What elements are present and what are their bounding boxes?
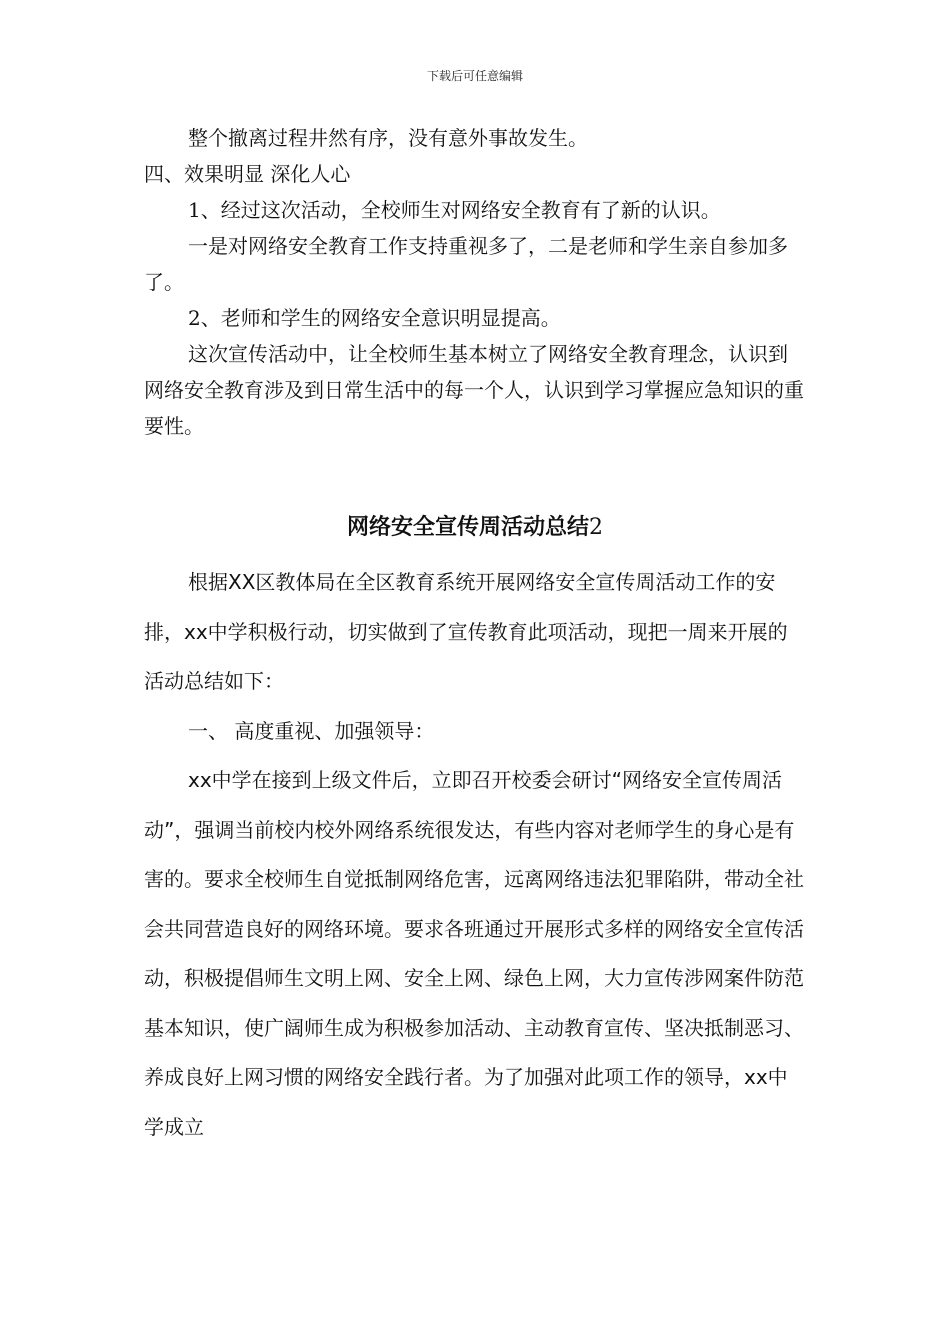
paragraph: 一是对网络安全教育工作支持重视多了，二是老师和学生亲自参加多了。 (144, 234, 788, 294)
paragraph: 根据XX区教体局在全区教育系统开展网络安全宣传周活动工作的安排，xx中学积极行动，切实做到了宣传教育此项活动，现把一周来开展的活动总结如下： (144, 570, 788, 693)
header-note: 下载后可任意编辑 (426, 69, 523, 83)
paragraph: 这次宣传活动中，让全校师生基本树立了网络安全教育理念，认识到网络安全教育涉及到日常生活中的每一个人，认识到学习掌握应急知识的重要性。 (144, 342, 804, 438)
paragraph: 2、老师和学生的网络安全意识明显提高。 (188, 306, 561, 330)
document-title-text: 网络安全宣传周活动总结 (346, 515, 589, 540)
paragraph: 1、经过这次活动，全校师生对网络安全教育有了新的认识。 (188, 198, 721, 222)
section-heading: 一、 高度重视、加强领导： (188, 718, 435, 743)
document-title-number: 2 (589, 515, 603, 540)
paragraph: xx中学在接到上级文件后，立即召开校委会研讨“网络安全宣传周活动”，强调当前校内校外网络系统很发达，有些内容对老师学生的身心是有害的。要求全校师生自觉抵制网络危害，远离网络违法犯罪陷阱，带动全社会共同营造良好的网络环境。要求各班通过开展形式多样的网络安全宣传活动，积极提倡师生文明上网、安全上网、绿色上网，大力宣传涉网案件防范基本知识，使广阔师生成为积极参加活动、主动教育宣传、坚决抵制恶习、养成良好上网习惯的网络安全践行者。为了加强对此项工作的领导，xx中学成立 (144, 768, 804, 1139)
section-heading: 四、效果明显 深化人心 (144, 162, 351, 186)
document-title (0, 510, 950, 546)
paragraph: 整个撤离过程井然有序，没有意外事故发生。 (188, 126, 588, 150)
section-one-body (144, 120, 804, 444)
section-two-body (144, 558, 804, 1152)
